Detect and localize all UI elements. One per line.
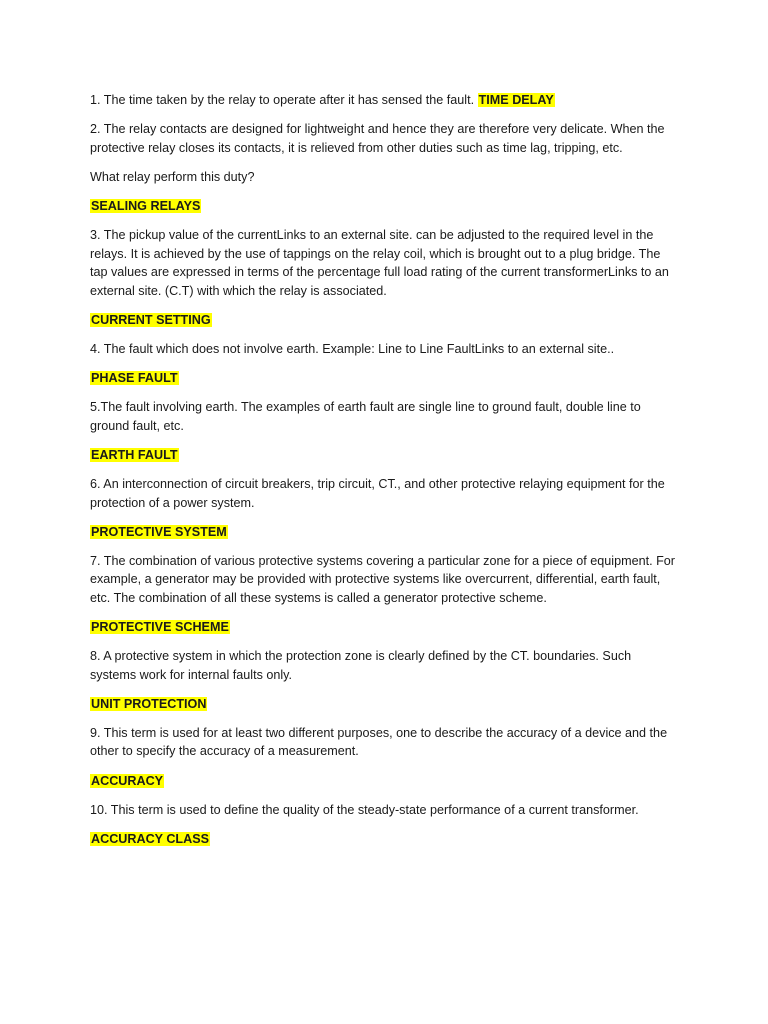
answer-8-highlight: UNIT PROTECTION (91, 696, 207, 711)
document-body (90, 91, 680, 859)
question-10: 10. This term is used to define the quality of the steady-state performance of a current transformer. (90, 802, 639, 817)
question-6: 6. An interconnection of circuit breakers, trip circuit, CT., and other protective relaying equipment for the protection of a power system. (90, 476, 665, 510)
answer-6-highlight: PROTECTIVE SYSTEM (91, 524, 227, 539)
answer-6 (90, 523, 680, 542)
question-9: 9. This term is used for at least two different purposes, one to describe the accuracy of a device and the other to specify the accuracy of a measurement. (90, 725, 668, 759)
answer-7 (90, 618, 680, 637)
answer-4-highlight: PHASE FAULT (91, 371, 178, 386)
question-1-text: 1. The time taken by the relay to operate after it has sensed the fault. (90, 93, 478, 107)
question-4: 4. The fault which does not involve earth. Example: Line to Line FaultLinks to an external site.. (90, 341, 615, 356)
answer-9-highlight: ACCURACY (91, 773, 164, 788)
answer-8 (90, 695, 680, 714)
answer-10 (90, 830, 680, 849)
answer-4 (90, 369, 680, 388)
answer-9 (90, 772, 680, 791)
answer-10-highlight: ACCURACY CLASS (91, 831, 210, 846)
answer-5-highlight: EARTH FAULT (91, 447, 178, 462)
question-2: 2. The relay contacts are designed for lightweight and hence they are therefore very delicate. When the protective relay closes its contacts, it is relieved from other duties such as time lag, tripping, etc. (90, 122, 665, 155)
answer-2-highlight: SEALING RELAYS (91, 198, 201, 213)
question-3: 3. The pickup value of the currentLinks to an external site. can be adjusted to the required level in the relays. It is achieved by the use of tappings on the relay coil, which is brought out to a plug bridge. The tap values are expressed in terms of the percentage full load rating of the current transformerLinks to an external site. (C.T) with which the relay is associated. (90, 227, 669, 298)
answer-5 (90, 446, 680, 465)
question-1 (90, 91, 680, 110)
question-8: 8. A protective system in which the protection zone is clearly defined by the CT. boundaries. Such systems work for internal faults only. (90, 649, 632, 682)
question-2-prompt: What relay perform this duty? (90, 169, 255, 184)
question-7: 7. The combination of various protective systems covering a particular zone for a piece of equipment. For example, a generator may be provided with protective systems like overcurrent, differential, earth fault, etc. The combination of all these systems is called a generator protective scheme. (90, 553, 675, 605)
answer-2 (90, 197, 680, 216)
question-5: 5.The fault involving earth. The examples of earth fault are single line to ground fault, double line to ground fault, etc. (90, 400, 641, 433)
answer-3-highlight: CURRENT SETTING (91, 312, 211, 327)
answer-1-highlight: TIME DELAY (478, 93, 554, 107)
answer-7-highlight: PROTECTIVE SCHEME (91, 619, 229, 634)
answer-3 (90, 311, 680, 330)
